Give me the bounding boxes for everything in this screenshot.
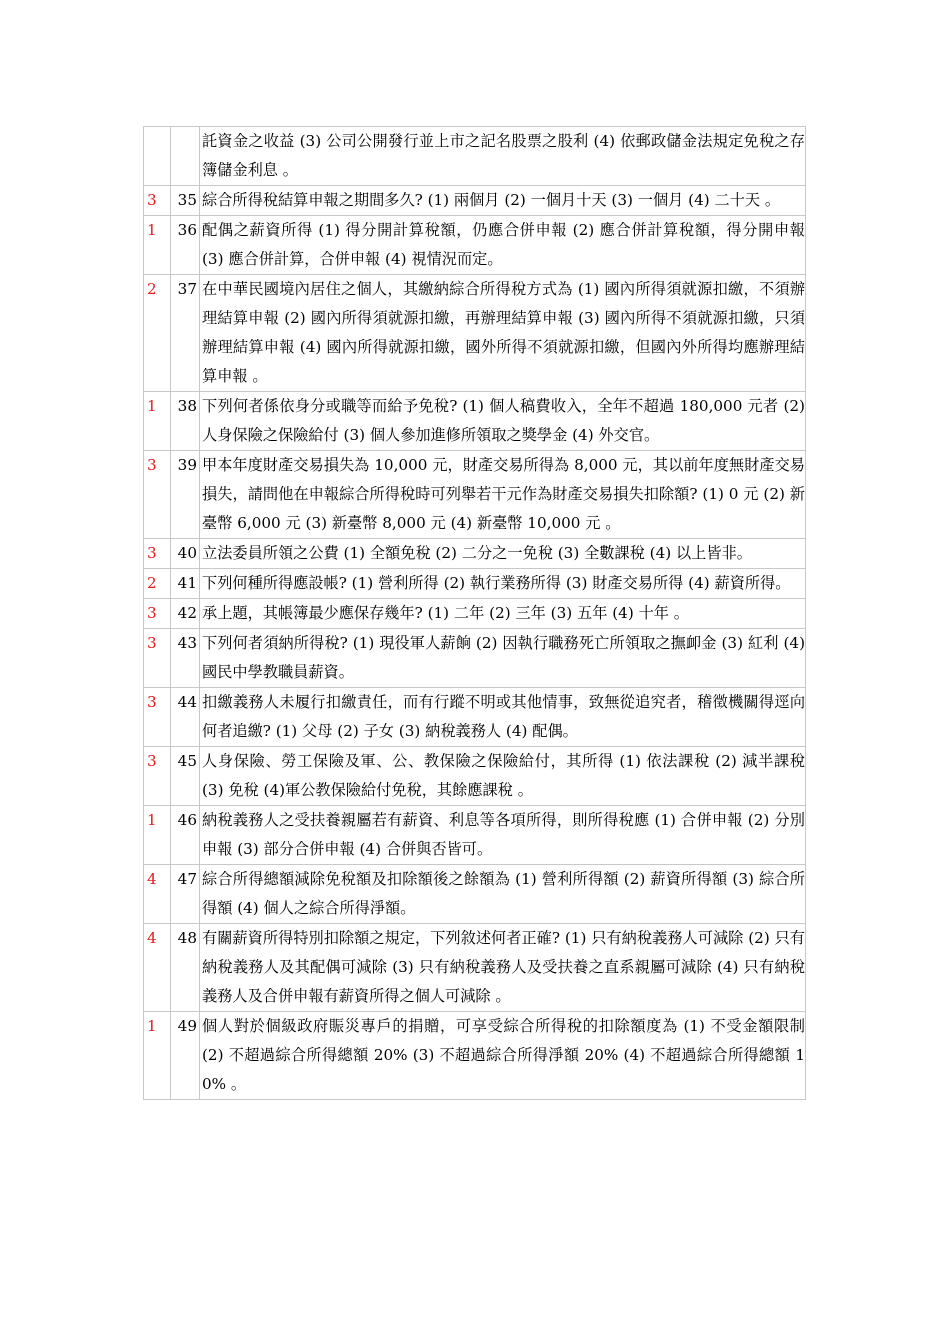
question-number: 43 [171,629,200,688]
table-row [144,569,806,599]
table-row [144,127,806,186]
question-number: 48 [171,924,200,1012]
answer-cell: 1 [144,216,171,275]
table-row [144,599,806,629]
question-text: 人身保險、勞工保險及軍、公、教保險之保險給付，其所得 (1) 依法課稅 (2) 減半課稅 (3) 免稅 (4)軍公教保險給付免稅，其餘應課稅 。 [200,747,806,806]
question-number: 40 [171,539,200,569]
question-text: 下列何者係依身分或職等而給予免稅? (1) 個人稿費收入，全年不超過 180,000 元者 (2) 人身保險之保險給付 (3) 個人參加進修所領取之獎學金 (4) 外交官。 [200,392,806,451]
question-text: 立法委員所領之公費 (1) 全額免稅 (2) 二分之一免稅 (3) 全數課稅 (4) 以上皆非。 [200,539,806,569]
answer-cell: 1 [144,1012,171,1100]
question-number: 46 [171,806,200,865]
answer-cell: 3 [144,599,171,629]
table-row [144,924,806,1012]
table-row [144,629,806,688]
question-text: 納稅義務人之受扶養親屬若有薪資、利息等各項所得，則所得稅應 (1) 合併申報 (2) 分別申報 (3) 部分合併申報 (4) 合併與否皆可。 [200,806,806,865]
answer-cell: 3 [144,186,171,216]
answer-cell: 1 [144,806,171,865]
question-number: 36 [171,216,200,275]
question-text: 下列何種所得應設帳? (1) 營利所得 (2) 執行業務所得 (3) 財產交易所得 (4) 薪資所得。 [200,569,806,599]
question-text: 綜合所得總額減除免稅額及扣除額後之餘額為 (1) 營利所得額 (2) 薪資所得額 (3) 綜合所得額 (4) 個人之綜合所得淨額。 [200,865,806,924]
table-row [144,865,806,924]
question-number: 35 [171,186,200,216]
question-text: 綜合所得稅結算申報之期間多久? (1) 兩個月 (2) 一個月十天 (3) 一個月 (4) 二十天 。 [200,186,806,216]
answer-cell: 3 [144,451,171,539]
question-text: 下列何者須納所得稅? (1) 現役軍人薪餉 (2) 因執行職務死亡所領取之撫卹金 (3) 紅利 (4) 國民中學教職員薪資。 [200,629,806,688]
table-row [144,392,806,451]
question-number: 47 [171,865,200,924]
question-text: 甲本年度財產交易損失為 10,000 元，財產交易所得為 8,000 元，其以前年度無財產交易損失，請問他在申報綜合所得稅時可列舉若干元作為財產交易損失扣除額? (1) 0 元 (2) 新臺幣 6,000 元 (3) 新臺幣 8,000 元 (4) 新臺幣 10,000 元 。 [200,451,806,539]
question-number: 37 [171,275,200,392]
answer-cell: 3 [144,747,171,806]
answer-cell: 4 [144,924,171,1012]
table-row [144,539,806,569]
answer-cell: 3 [144,629,171,688]
question-number: 39 [171,451,200,539]
question-number: 44 [171,688,200,747]
table-row [144,186,806,216]
question-number: 45 [171,747,200,806]
table-row [144,806,806,865]
answer-cell [144,127,171,186]
answer-cell: 4 [144,865,171,924]
question-number: 41 [171,569,200,599]
question-text: 在中華民國境內居住之個人，其繳納綜合所得稅方式為 (1) 國內所得須就源扣繳，不須辦理結算申報 (2) 國內所得須就源扣繳，再辦理結算申報 (3) 國內所得不須就源扣繳，只須辦理結算申報 (4) 國內所得就源扣繳，國外所得不須就源扣繳，但國內外所得均應辦理結算申報 。 [200,275,806,392]
table-row [144,275,806,392]
answer-cell: 2 [144,275,171,392]
answer-cell: 3 [144,688,171,747]
table-row [144,688,806,747]
answer-cell: 3 [144,539,171,569]
question-text: 承上題，其帳簿最少應保存幾年? (1) 二年 (2) 三年 (3) 五年 (4) 十年 。 [200,599,806,629]
answer-cell: 1 [144,392,171,451]
question-text: 配偶之薪資所得 (1) 得分開計算稅額，仍應合併申報 (2) 應合併計算稅額，得分開申報 (3) 應合併計算，合併申報 (4) 視情況而定。 [200,216,806,275]
table-row [144,451,806,539]
question-text: 託資金之收益 (3) 公司公開發行並上市之記名股票之股利 (4) 依郵政儲金法規定免稅之存簿儲金利息 。 [200,127,806,186]
answer-cell: 2 [144,569,171,599]
question-number: 42 [171,599,200,629]
question-text: 個人對於個級政府賑災專戶的捐贈，可享受綜合所得稅的扣除額度為 (1) 不受金額限制 (2) 不超過綜合所得總額 20% (3) 不超過綜合所得淨額 20% (4) 不超過綜合所得總額 10% 。 [200,1012,806,1100]
table-row [144,1012,806,1100]
question-number [171,127,200,186]
question-text: 扣繳義務人未履行扣繳責任，而有行蹤不明或其他情事，致無從追究者，稽徵機關得逕向何者追繳? (1) 父母 (2) 子女 (3) 納稅義務人 (4) 配偶。 [200,688,806,747]
question-text: 有關薪資所得特別扣除額之規定，下列敘述何者正確? (1) 只有納稅義務人可減除 (2) 只有納稅義務人及其配偶可減除 (3) 只有納稅義務人及受扶養之直系親屬可減除 (4) 只有納稅義務人及合併申報有薪資所得之個人可減除 。 [200,924,806,1012]
question-number: 49 [171,1012,200,1100]
table-row [144,216,806,275]
question-table [143,126,806,1100]
question-number: 38 [171,392,200,451]
table-row [144,747,806,806]
